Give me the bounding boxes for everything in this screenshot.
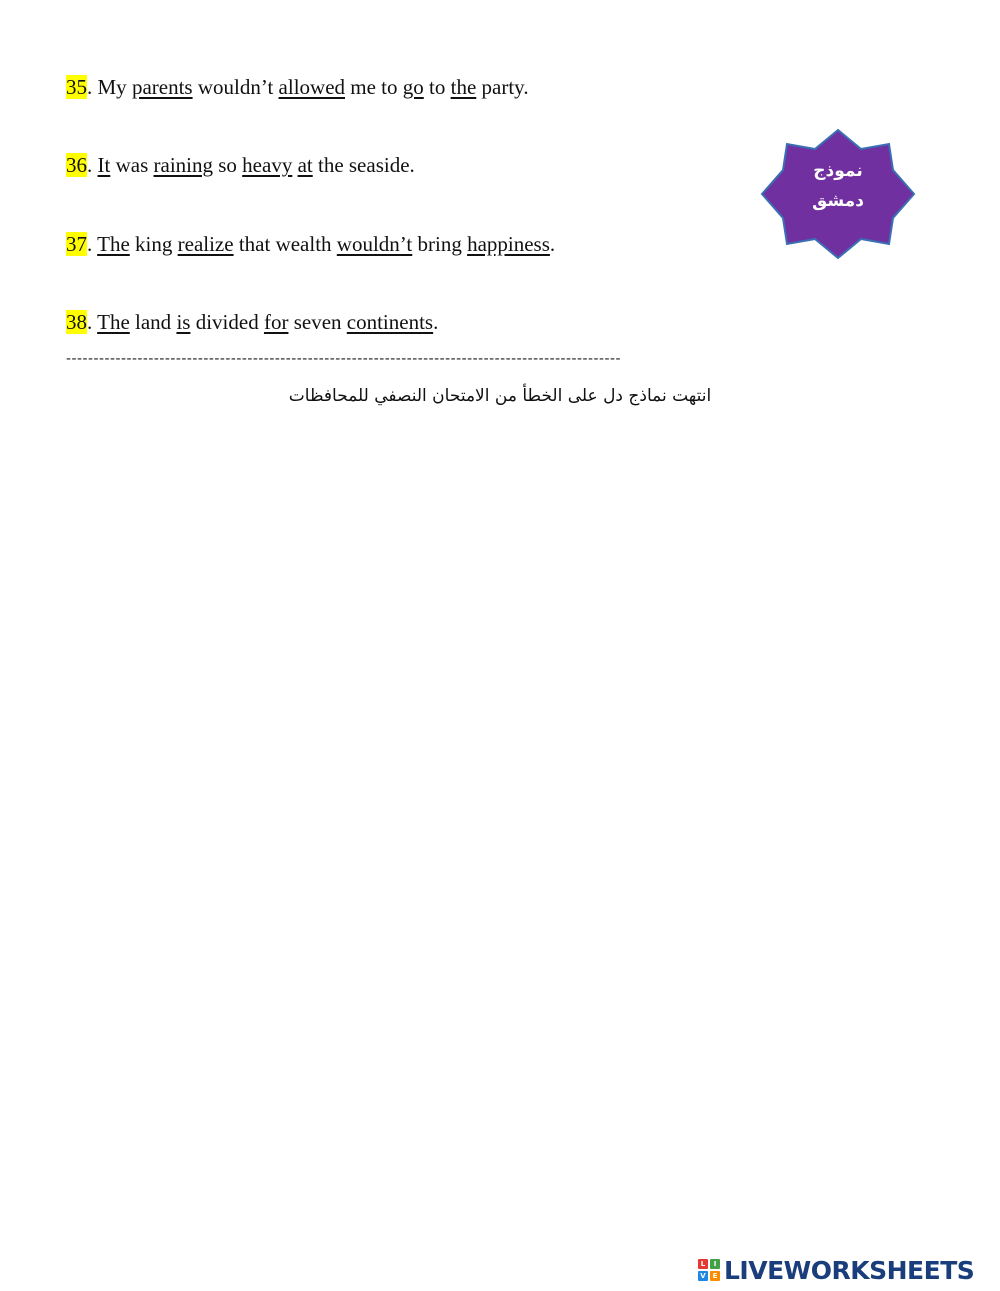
text: . (87, 153, 98, 177)
footer-note: انتهت نماذج دل على الخطأ من الامتحان النصفي للمحافظات (288, 386, 712, 406)
brand-icon-cell: E (710, 1271, 720, 1281)
text: bring (412, 232, 468, 256)
liveworksheets-logo (698, 1256, 974, 1284)
text: me to (345, 75, 403, 99)
brand-icon (698, 1259, 720, 1281)
text: seven (288, 310, 347, 334)
underlined-option: wouldn’t (336, 232, 413, 256)
text: . (87, 310, 98, 334)
text: . (433, 310, 439, 334)
question-37 (66, 231, 555, 257)
text: . (87, 232, 98, 256)
text: king (129, 232, 178, 256)
underlined-option: for (263, 310, 289, 334)
text: that wealth (233, 232, 337, 256)
dashed-divider: ----------------------------------------------------------------------------------------------------- (66, 350, 622, 367)
underlined-option: at (297, 153, 313, 177)
underlined-option: the (450, 75, 477, 99)
underlined-option: realize (177, 232, 234, 256)
brand-name: LIVEWORKSHEETS (724, 1255, 975, 1285)
question-36 (66, 152, 415, 178)
text: . (549, 232, 556, 256)
text: the seaside. (312, 153, 415, 177)
text: land (129, 310, 177, 334)
underlined-option: The (97, 232, 130, 256)
text: . My (87, 75, 132, 99)
underlined-option: It (97, 153, 111, 177)
text: to (423, 75, 451, 99)
question-38 (66, 309, 438, 335)
question-number: 38 (66, 310, 87, 334)
question-number: 37 (66, 232, 87, 256)
underlined-option: continents (346, 310, 434, 334)
underlined-option: go (402, 75, 424, 99)
underlined-option: raining (153, 153, 213, 177)
underlined-option: is (176, 310, 191, 334)
text: so (212, 153, 243, 177)
brand-icon-cell: I (710, 1259, 720, 1269)
text: wouldn’t (192, 75, 279, 99)
question-number: 35 (66, 75, 87, 99)
underlined-option: heavy (242, 153, 293, 177)
underlined-option: parents (131, 75, 193, 99)
underlined-option: happiness (467, 232, 550, 256)
question-35 (66, 74, 529, 100)
question-number: 36 (66, 153, 87, 177)
underlined-option: allowed (278, 75, 346, 99)
text: divided (190, 310, 264, 334)
model-badge (760, 128, 916, 260)
text: was (110, 153, 154, 177)
badge-line-2: دمشق (812, 191, 864, 211)
badge-line-1: نموذج (813, 161, 863, 181)
text: party. (476, 75, 529, 99)
brand-icon-cell: L (698, 1259, 708, 1269)
badge-label (760, 156, 916, 216)
brand-icon-cell: V (698, 1271, 708, 1281)
underlined-option: The (97, 310, 130, 334)
